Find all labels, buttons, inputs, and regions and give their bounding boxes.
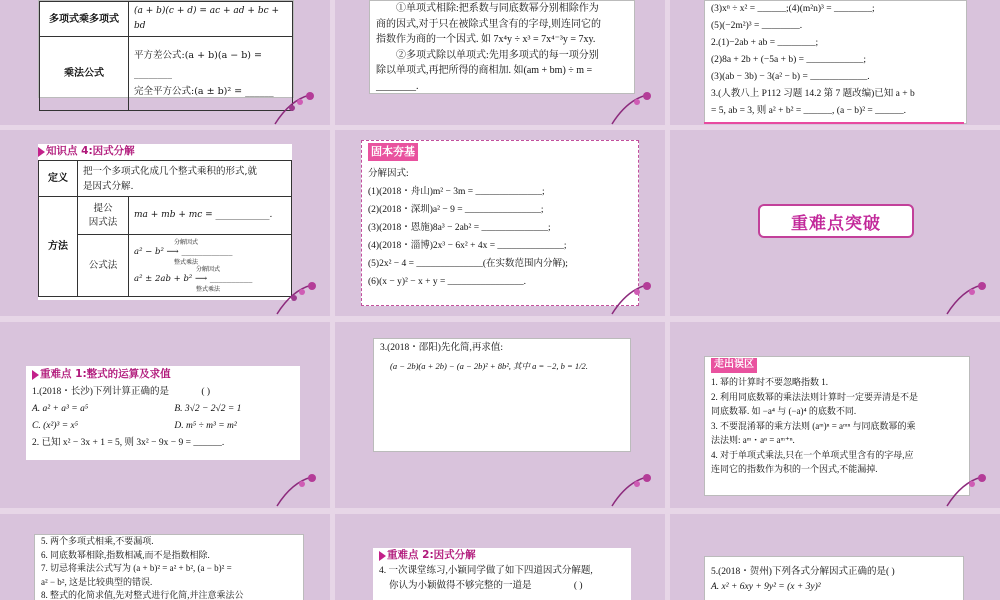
tip-4b: 连同它的指数作为积的一个因式,不能漏掉. <box>711 464 878 474</box>
formula-line-1: 平方差公式:(a + b)(a − b) = <box>134 49 262 61</box>
arrow-label-bottom-1: 整式乘法 <box>174 258 199 266</box>
question-4b-text: 你认为小颖做得不够完整的一道是 <box>389 581 532 591</box>
question-2: 2. 已知 x² − 3x + 1 = 5, 则 3x² − 9x − 9 = ______. <box>32 438 225 448</box>
row-content-formula <box>129 37 293 111</box>
ex-line-5: (3)(ab − 3b) − 3(a² − b) = ____________. <box>711 72 870 82</box>
card-7 <box>26 366 300 460</box>
card-2 <box>369 0 635 94</box>
def-label: 定义 <box>39 161 78 197</box>
method1-label <box>78 197 129 235</box>
title-banner <box>758 204 914 238</box>
factor-table <box>38 160 292 297</box>
ex-line-4: (2)8a + 2b + (−5a + b) = ____________; <box>711 55 867 65</box>
row-content-poly: (a + b)(c + d) = ac + ad + bc + bd <box>129 2 293 37</box>
arrow-icon <box>32 370 39 380</box>
tip-5: 5. 两个多项式相乘,不要漏项. <box>41 536 154 546</box>
card-4 <box>38 144 292 300</box>
question-4: 4. 一次课堂练习,小颖同学做了如下四道因式分解题, <box>379 566 593 576</box>
item-2: (2)(2018・深圳)a² − 9 = ________________; <box>368 205 544 215</box>
arrow-label-top-2: 分解因式 <box>196 265 221 273</box>
flower-decoration-icon <box>607 90 662 125</box>
item-3: (3)(2018・恩施)8a³ − 2ab² = ______________; <box>368 223 551 233</box>
def-line-1: 把一个多项式化成几个整式乘积的形式,就 <box>83 165 258 177</box>
flower-decoration-icon <box>942 472 997 507</box>
tip-8: 8. 整式的化简求值,先对整式进行化简,并注意乘法公 <box>41 590 244 600</box>
card-3 <box>704 0 967 124</box>
def-content <box>78 161 292 197</box>
option-d: D. m⁵ ÷ m³ = m² <box>174 421 237 431</box>
slide-8 <box>335 322 665 508</box>
ex-line-7: = 5, ab = 3, 则 a² + b² = ______, (a − b)² = ______. <box>711 106 907 116</box>
arrow-icon <box>379 551 386 561</box>
ex-line-3: 2.(1)−2ab + ab = ________; <box>711 38 819 48</box>
question-1 <box>32 384 300 401</box>
item-6: (6)(x − y)² − x + y = ________________. <box>368 277 527 287</box>
slide-2 <box>335 0 665 125</box>
flower-decoration-icon <box>272 472 327 507</box>
ex-line-2: (5)(−2m²)³ = ________. <box>711 21 803 31</box>
text-line-4: ②多项式除以单项式:先用多项式的每一项分别 <box>396 49 599 61</box>
method2-line-2: a² ± 2ab + b² ⟶ __________ <box>134 273 253 284</box>
method1-content: ma + mb + mc = ____________. <box>129 197 292 235</box>
header-text: 重难点 2:因式分解 <box>387 549 476 561</box>
card-10 <box>34 534 304 600</box>
def-line-2: 是因式分解. <box>83 180 134 192</box>
question-1-text: 1.(2018・长沙)下列计算正确的是 <box>32 387 169 397</box>
flower-decoration-icon <box>942 280 997 315</box>
option-a: A. a² + a³ = a⁵ <box>32 404 89 414</box>
card-9 <box>704 356 970 496</box>
tip-2b: 同底数幂. 如 −a⁴ 与 (−a)⁴ 的底数不同. <box>711 406 857 416</box>
answer-paren: ( ) <box>573 581 583 591</box>
flower-decoration-icon <box>607 280 662 315</box>
tip-2: 2. 利用同底数幂的乘法法则计算时一定要弄清是不是 <box>711 391 919 402</box>
slide-11 <box>335 514 665 600</box>
badge-row <box>711 357 969 375</box>
flower-decoration-icon <box>272 280 327 315</box>
method2-content <box>129 235 292 297</box>
divider <box>704 122 964 124</box>
slide-9 <box>670 322 1000 508</box>
section-header <box>379 548 631 564</box>
method1-label-b: 因式法 <box>88 216 118 228</box>
row-label-formula: 乘法公式 <box>40 37 129 111</box>
option-row-1 <box>32 401 300 418</box>
formula-line-2: ________ <box>134 67 172 79</box>
option-row-2 <box>32 418 300 435</box>
badge-row <box>368 141 638 165</box>
flower-decoration-icon <box>270 90 325 125</box>
method2-line-1: a² − b² ⟶ ____________ <box>134 246 233 257</box>
card-8 <box>373 338 631 452</box>
tip-3b: 法法则: aᵐ・aⁿ = aᵐ⁺ⁿ. <box>711 435 795 445</box>
slide-6 <box>670 130 1000 316</box>
row-label-poly: 多项式乘多项式 <box>40 2 129 37</box>
tip-7b: a² − b², 这是比较典型的错误. <box>41 576 153 587</box>
ex-line-1: (3)xⁿ ÷ x² = ______;(4)(m²n)³ = ________; <box>711 4 875 14</box>
formula-table <box>39 1 293 111</box>
slide-10 <box>0 514 330 600</box>
item-4: (4)(2018・淄博)2x³ − 6x² + 4x = ______________; <box>368 241 567 251</box>
slide-1 <box>0 0 330 125</box>
card-12 <box>704 556 964 600</box>
ex-line-6: 3.(人教八上 P112 习题 14.2 第 7 题改编)已知 a + b <box>711 89 915 99</box>
expression: (a − 2b)(a + 2b) − (a − 2b)² + 8b², 其中 a = −2, b = 1/2. <box>390 361 588 371</box>
option-b: B. 3√2 − 2√2 = 1 <box>174 404 242 414</box>
slide-5 <box>335 130 665 316</box>
slide-3 <box>670 0 1000 125</box>
slide-4 <box>0 130 330 316</box>
arrow-icon <box>38 147 45 157</box>
tip-3: 3. 不要混淆幂的乘方法则 (aᵐ)ⁿ = aᵐⁿ 与同底数幂的乘 <box>711 420 916 431</box>
text-line-1: ①单项式相除:把系数与同底数幂分别相除作为 <box>396 3 599 14</box>
banner-title: 重难点突破 <box>791 213 881 234</box>
slide-7 <box>0 322 330 508</box>
text-line-6: ________. <box>376 80 419 92</box>
question-5: 5.(2018・贺州)下列各式分解因式正确的是( ) <box>711 567 895 577</box>
item-5: (5)2x² − 4 = ______________(在实数范围内分解); <box>368 259 568 269</box>
section-badge: 走出误区 <box>711 358 757 373</box>
method2-label: 公式法 <box>78 235 129 297</box>
text-line-2: 商的因式,对于只在被除式里含有的字母,则连同它的 <box>376 18 601 30</box>
method1-label-a: 提公 <box>93 202 113 214</box>
tip-1: 1. 幂的计算时不要忽略指数 1. <box>711 377 829 387</box>
text-line-5: 除以单项式,再把所得的商相加. 如(am + bm) ÷ m = <box>376 65 593 76</box>
section-header <box>32 366 300 384</box>
method-label: 方法 <box>39 197 78 297</box>
option-a: A. x² + 6xy + 9y² = (x + 3y)² <box>711 582 821 592</box>
tip-6: 6. 同底数幂相除,指数相减,而不是指数相除. <box>41 549 210 560</box>
header-text: 重难点 1:整式的运算及求值 <box>40 368 171 380</box>
option-c: C. (x²)³ = x⁵ <box>32 421 79 431</box>
text-line-3: 指数作为商的一个因式. 如 7x⁴y ÷ x³ = 7x⁴⁻³y = 7xy. <box>376 34 596 45</box>
tip-7: 7. 切忌将乘法公式写为 (a + b)² = a² + b², (a − b)² = <box>41 563 232 573</box>
answer-paren: ( ) <box>201 387 211 397</box>
slide-12 <box>670 514 1000 600</box>
formula-line-3: 完全平方公式:(a ± b)² = ______ <box>134 85 274 97</box>
arrow-label-bottom-2: 整式乘法 <box>196 285 221 293</box>
flower-decoration-icon <box>607 472 662 507</box>
item-1: (1)(2018・舟山)m² − 3m = ______________; <box>368 187 545 197</box>
arrow-label-top-1: 分解因式 <box>174 238 199 246</box>
tip-4: 4. 对于单项式乘法,只在一个单项式里含有的字母,应 <box>711 449 914 460</box>
header-text: 知识点 4:因式分解 <box>46 145 135 157</box>
card-5 <box>361 140 639 306</box>
intro-text: 分解因式: <box>368 169 409 179</box>
card-11 <box>373 548 631 600</box>
section-header <box>38 144 292 160</box>
section-badge: 固本夯基 <box>368 143 418 161</box>
question-3: 3.(2018・邵阳)先化简,再求值: <box>380 343 503 353</box>
card-1 <box>38 0 294 98</box>
question-4b <box>379 579 631 594</box>
